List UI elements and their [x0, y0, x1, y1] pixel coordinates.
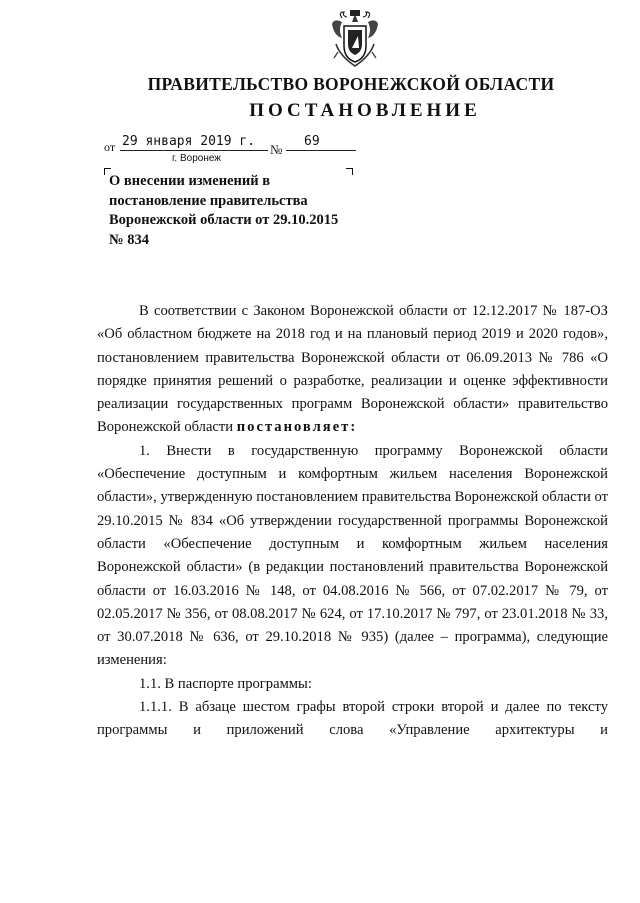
subject-line: постановление правительства [109, 192, 308, 209]
city-label: г. Воронеж [172, 153, 221, 164]
body-paragraph: 1. Внести в государственную программу Воронежской области «Обеспечение доступным и комфортным жильем населения Воронежской области», утвержденную постановлением правительства Воронежской области от 29.10.2015 № 834 «Об утверждении государственной программы Воронежской области «Обеспечение доступным и комфортным жильем населения Воронежской области» (в редакции постановлений правительства Воронежской области от 16.03.2016 № 148, от 04.08.2016 № 566, от 07.02.2017 № 79, от 02.05.2017 № 356, от 08.08.2017 № 624, от 17.10.2017 № 797, от 23.01.2018 № 33, от 30.07.2018 № 636, от 29.10.2018 № 935) (далее – программа), следующие изменения: [97, 442, 608, 669]
document-body [97, 300, 608, 743]
body-paragraph: 1.1. В паспорте программы: [139, 675, 312, 692]
document-number: 69 [304, 134, 320, 149]
document-type-title: ПОСТАНОВЛЕНИЕ [249, 100, 481, 121]
paragraph-text: В соответствии с Законом Воронежской области от 12.12.2017 № 187-ОЗ «Об областном бюджете на 2018 год и на плановый период 2019 и 2020 годов», постановлением правительства Воронежской области от 06.09.2013 № 786 «О порядке принятия решений о разработке, реализации и оценке эффективности реализации государственных программ Воронежской области» правительство Воронежской области [97, 303, 608, 436]
number-label: № [270, 142, 283, 157]
coat-of-arms-icon [328, 8, 382, 68]
subject-line: О внесении изменений в [109, 173, 271, 189]
organization-title: ПРАВИТЕЛЬСТВО ВОРОНЕЖСКОЙ ОБЛАСТИ [147, 74, 555, 94]
date-underline [120, 150, 268, 151]
decree-word: постановляет: [236, 419, 358, 436]
from-label: от [104, 140, 116, 154]
subject-line: № 834 [109, 231, 149, 248]
subject-line: Воронежской области от 29.10.2015 [109, 212, 339, 228]
body-paragraph [97, 300, 608, 440]
body-paragraph: 1.1.1. В абзаце шестом графы второй строки второй и далее по тексту программы и приложений слова «Управление архитектуры и [97, 699, 608, 739]
number-underline [286, 150, 356, 151]
document-date: 29 января 2019 г. [122, 134, 256, 149]
document-subject [109, 172, 369, 250]
